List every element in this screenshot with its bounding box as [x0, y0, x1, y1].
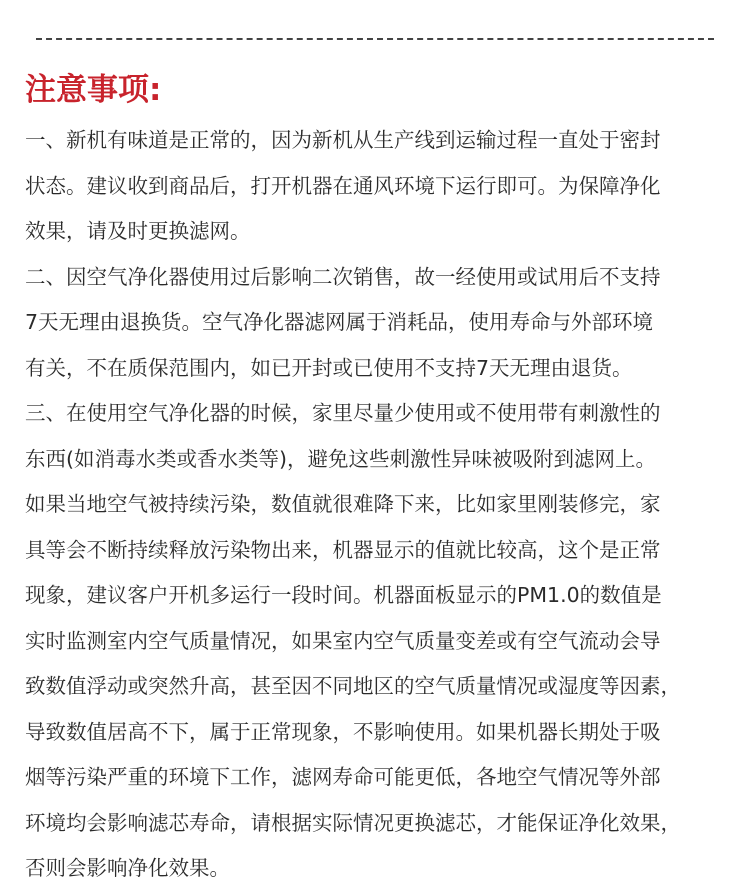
- notice-line: 实时监测室内空气质量情况，如果室内空气质量变差或有空气流动会导: [25, 628, 661, 653]
- notice-line: 7天无理由退换货。空气净化器滤网属于消耗品，使用寿命与外部环境: [25, 310, 654, 334]
- notice-line: 东西(如消毒水类或香水类等)，避免这些刺激性异味被吸附到滤网上。: [25, 446, 656, 471]
- notice-line: 致数值浮动或突然升高，甚至因不同地区的空气质量情况或湿度等因素，: [25, 674, 681, 698]
- notice-line: 具等会不断持续释放污染物出来，机器显示的值就比较高，这个是正常: [25, 537, 661, 562]
- notice-line: 二、因空气净化器使用过后影响二次销售，故一经使用或试用后不支持: [25, 264, 661, 289]
- notice-heading: 注意事项:: [25, 72, 162, 108]
- notice-line: 一、新机有味道是正常的，因为新机从生产线到运输过程一直处于密封: [25, 128, 661, 152]
- notice-line: 三、在使用空气净化器的时候，家里尽量少使用或不使用带有刺激性的: [25, 401, 661, 425]
- notice-line: 状态。建议收到商品后，打开机器在通风环境下运行即可。为保障净化: [25, 173, 661, 198]
- notice-line: 环境均会影响滤芯寿命，请根据实际情况更换滤芯，才能保证净化效果，: [25, 810, 681, 835]
- notice-line: 效果，请及时更换滤网。: [25, 219, 251, 243]
- notice-body: [25, 118, 730, 892]
- notice-line: 导致数值居高不下，属于正常现象，不影响使用。如果机器长期处于吸: [25, 719, 661, 744]
- notice-line: 如果当地空气被持续污染，数值就很难降下来，比如家里刚装修完，家: [25, 492, 661, 516]
- notice-line: 有关，不在质保范围内，如已开封或已使用不支持7天无理由退货。: [25, 355, 633, 380]
- dashed-divider: [36, 38, 714, 40]
- notice-line: 现象，建议客户开机多运行一段时间。机器面板显示的PM1.0的数值是: [25, 583, 662, 607]
- notice-line: 否则会影响净化效果。: [25, 856, 230, 880]
- notice-line: 烟等污染严重的环境下工作，滤网寿命可能更低，各地空气情况等外部: [25, 765, 661, 789]
